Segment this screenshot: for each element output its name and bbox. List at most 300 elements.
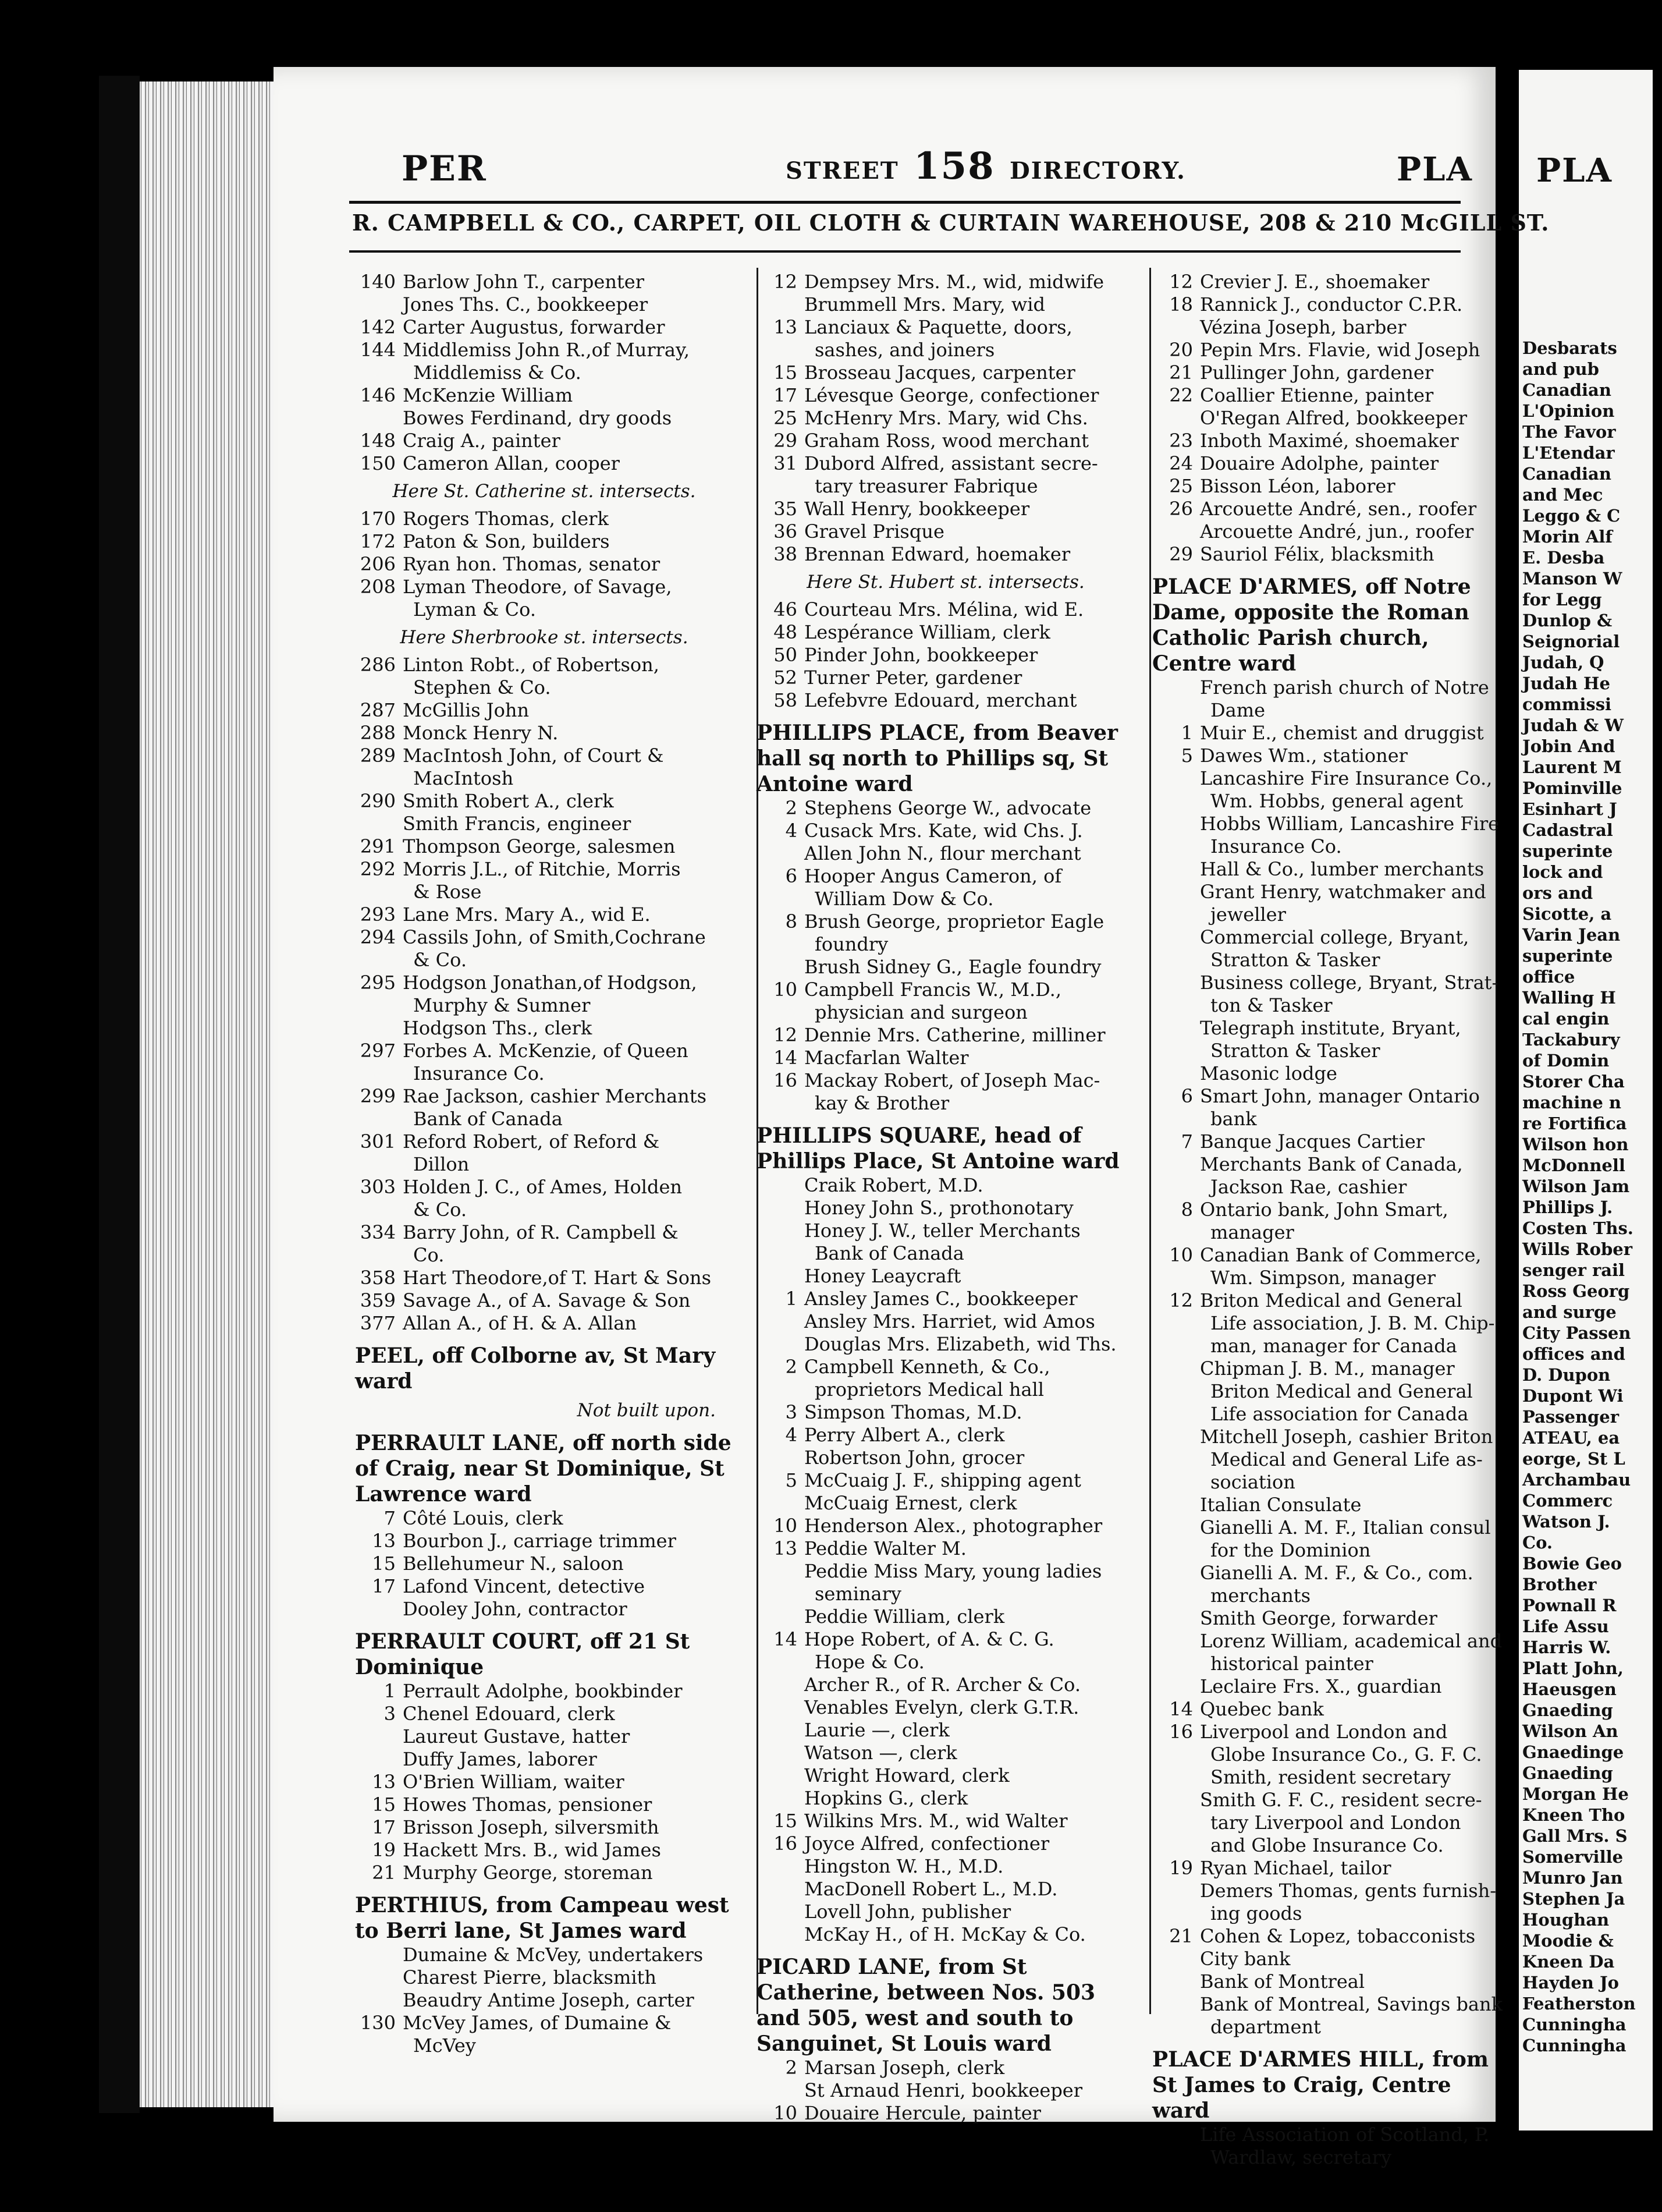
entry-text: Lanciaux & Paquette, doors,	[804, 316, 1073, 338]
directory-entry	[1152, 407, 1501, 430]
house-number: 146	[360, 384, 396, 406]
facing-page-column	[1522, 338, 1662, 2056]
entry-text: Demers Thomas, gents furnish-	[1200, 1880, 1497, 1902]
house-number: 48	[773, 621, 797, 643]
directory-entry	[1152, 2016, 1501, 2039]
directory-entry	[757, 520, 1135, 543]
directory-entry	[1152, 745, 1501, 767]
house-number: 13	[773, 1537, 797, 1559]
entry-text: Pinder John, bookkeeper	[804, 644, 1038, 666]
directory-entry	[757, 1923, 1135, 1946]
directory-entry	[1152, 1698, 1501, 1721]
house-number: 1	[1181, 722, 1193, 744]
directory-entry	[757, 1265, 1135, 1288]
entry-text: Inboth Maximé, shoemaker	[1200, 430, 1459, 452]
directory-entry	[355, 1108, 733, 1130]
directory-entry	[355, 1839, 733, 1862]
directory-entry	[757, 1515, 1135, 1537]
entry-text: Gravel Prisque	[804, 520, 944, 543]
entry-text: Graham Ross, wood merchant	[804, 430, 1089, 452]
house-number: 292	[360, 858, 396, 880]
house-number: 2	[785, 1356, 797, 1378]
directory-entry	[355, 1221, 733, 1244]
entry-text: Stratton & Tasker	[1210, 949, 1380, 971]
facing-page-entry: Jobin And	[1522, 736, 1615, 756]
house-number: 4	[785, 1424, 797, 1446]
house-number: 16	[773, 1069, 797, 1091]
entry-text: Thompson George, salesmen	[403, 835, 676, 857]
directory-entry	[355, 745, 733, 767]
facing-page-entry: Esinhart J	[1522, 799, 1617, 819]
directory-entry	[757, 1469, 1135, 1492]
facing-page-entry: Cunningha	[1522, 2036, 1627, 2055]
facing-page-entry: City Passen	[1522, 1323, 1631, 1343]
facing-page-entry: ors and	[1522, 883, 1593, 903]
facing-page-entry: Wilson hon	[1522, 1135, 1629, 1154]
entry-text: Cusack Mrs. Kate, wid Chs. J.	[804, 820, 1083, 842]
directory-entry	[355, 1680, 733, 1703]
entry-text: jeweller	[1210, 903, 1286, 926]
house-number: 290	[360, 790, 396, 812]
entry-text: Life Association of Scotland, P.	[1200, 2124, 1490, 2146]
directory-entry	[355, 1062, 733, 1085]
directory-entry	[1152, 1448, 1501, 1471]
directory-entry	[1152, 1108, 1501, 1130]
directory-entry	[355, 508, 733, 530]
entry-text: Wm. Hobbs, general agent	[1210, 790, 1464, 812]
directory-entry	[1152, 835, 1501, 858]
directory-entry	[1152, 1584, 1501, 1607]
street-heading: PHILLIPS PLACE, from Beaver hall sq north to Phillips sq, St Antoine ward	[757, 721, 1118, 796]
directory-entry	[1152, 1040, 1501, 1062]
directory-entry	[1152, 1743, 1501, 1766]
directory-entry	[1152, 722, 1501, 745]
directory-entry	[355, 553, 733, 576]
facing-page-entry: Ross Georg	[1522, 1281, 1630, 1301]
directory-entry	[757, 1560, 1135, 1583]
directory-entry	[355, 452, 733, 475]
directory-entry	[355, 1725, 733, 1748]
facing-page-entry: superinte	[1522, 946, 1613, 966]
directory-entry	[355, 1130, 733, 1153]
directory-entry	[757, 361, 1135, 384]
facing-page-entry: superinte	[1522, 841, 1613, 861]
facing-page-entry: Morin Alf	[1522, 527, 1613, 547]
entry-text: physician and surgeon	[815, 1001, 1028, 1023]
entry-text: Hope Robert, of A. & C. G.	[804, 1628, 1054, 1650]
entry-text: Wm. Simpson, manager	[1210, 1267, 1436, 1289]
directory-entry	[1152, 498, 1501, 520]
entry-text: MacIntosh	[413, 767, 514, 789]
entry-text: Insurance Co.	[1210, 835, 1342, 857]
directory-entry	[1152, 1153, 1501, 1176]
directory-entry	[757, 543, 1135, 566]
entry-text: MacIntosh John, of Court &	[403, 745, 664, 767]
entry-text: Bellehumeur N., saloon	[403, 1552, 624, 1575]
entry-text: Smith George, forwarder	[1200, 1607, 1437, 1629]
entry-text: Wright Howard, clerk	[804, 1764, 1010, 1786]
entry-text: manager	[1210, 1221, 1294, 1243]
directory-entry	[757, 1583, 1135, 1605]
facing-page-entry: Canadian	[1522, 380, 1611, 400]
directory-entry	[1152, 1721, 1501, 1743]
entry-text: McVey James, of Dumaine &	[403, 2012, 672, 2034]
facing-page-entry: Cadastral	[1522, 820, 1613, 840]
entry-text: Rannick J., conductor C.P.R.	[1200, 293, 1463, 316]
entry-text: Peddie Miss Mary, young ladies	[804, 1560, 1102, 1582]
directory-entry	[1152, 1857, 1501, 1880]
entry-text: Smart John, manager Ontario	[1200, 1085, 1480, 1107]
directory-entry	[757, 1742, 1135, 1764]
directory-entry	[1152, 1630, 1501, 1653]
entry-text: Gianelli A. M. F., & Co., com.	[1200, 1562, 1473, 1584]
entry-text: Bank of Montreal	[1200, 1970, 1365, 1993]
directory-entry	[757, 407, 1135, 430]
directory-entry	[757, 888, 1135, 910]
facing-page-entry: Archambau	[1522, 1470, 1631, 1490]
entry-text: Courteau Mrs. Mélina, wid E.	[804, 598, 1084, 621]
entry-text: Watson —, clerk	[804, 1742, 957, 1764]
house-number: 359	[360, 1289, 396, 1311]
house-number: 206	[360, 553, 396, 575]
directory-entry	[757, 1424, 1135, 1447]
facing-page-entry: Canadian	[1522, 464, 1611, 484]
facing-page-entry: Commerc	[1522, 1491, 1613, 1511]
directory-entry	[355, 2034, 733, 2057]
directory-entry	[355, 1748, 733, 1771]
entry-text: Hart Theodore,of T. Hart & Sons	[403, 1267, 712, 1289]
directory-entry	[355, 598, 733, 621]
entry-text: Ansley James C., bookkeeper	[804, 1288, 1078, 1310]
directory-entry	[757, 1242, 1135, 1265]
entry-text: Brush George, proprietor Eagle	[804, 910, 1105, 933]
house-number: 17	[773, 384, 797, 406]
entry-text: Bowes Ferdinand, dry goods	[403, 407, 672, 429]
entry-text: McCuaig J. F., shipping agent	[804, 1469, 1081, 1491]
directory-entry	[1152, 1221, 1501, 1244]
directory-entry	[757, 1401, 1135, 1424]
directory-entry	[757, 1719, 1135, 1742]
facing-page-entry: Passenger	[1522, 1407, 1620, 1427]
facing-page-entry: Costen Ths.	[1522, 1218, 1633, 1238]
entry-text: Vézina Joseph, barber	[1200, 316, 1407, 338]
directory-entry	[757, 979, 1135, 1001]
directory-entry	[1152, 1244, 1501, 1267]
facing-page-entry: Walling H	[1522, 988, 1616, 1008]
directory-entry	[1152, 452, 1501, 475]
entry-text: Howes Thomas, pensioner	[403, 1793, 652, 1816]
entry-text: Hobbs William, Lancashire Fire	[1200, 813, 1500, 835]
directory-entry	[1152, 1403, 1501, 1426]
facing-page-entry: commissi	[1522, 694, 1612, 714]
directory-entry	[1152, 1607, 1501, 1630]
entry-text: Chenel Edouard, clerk	[403, 1703, 615, 1725]
directory-entry	[757, 1447, 1135, 1469]
directory-entry	[355, 767, 733, 790]
facing-page-entry: L'Etendar	[1522, 443, 1615, 463]
directory-entry	[355, 316, 733, 339]
directory-entry	[757, 910, 1135, 933]
directory-entry	[757, 933, 1135, 956]
house-number: 21	[1169, 1925, 1193, 1947]
directory-entry	[757, 1047, 1135, 1069]
facing-page-entry: Hayden Jo	[1522, 1973, 1620, 1993]
entry-text: foundry	[815, 933, 889, 955]
facing-page-entry: Gnaedinge	[1522, 1742, 1624, 1762]
entry-text: Stephens George W., advocate	[804, 797, 1092, 819]
house-number: 144	[360, 339, 396, 361]
entry-text: Murphy & Sumner	[413, 994, 591, 1016]
directory-entry	[355, 676, 733, 699]
house-number: 294	[360, 926, 396, 948]
entry-text: Life association, J. B. M. Chip-	[1210, 1312, 1495, 1334]
house-number: 6	[785, 865, 797, 887]
house-number: 148	[360, 430, 396, 452]
house-number: 52	[773, 667, 797, 689]
directory-entry	[757, 1092, 1135, 1115]
directory-column-1	[355, 271, 733, 2057]
directory-entry	[757, 1378, 1135, 1401]
entry-text: Carter Augustus, forwarder	[403, 316, 665, 338]
house-number: 287	[360, 699, 396, 721]
house-number: 13	[372, 1771, 396, 1793]
directory-entry	[355, 1703, 733, 1725]
directory-entry	[355, 361, 733, 384]
house-number: 18	[1169, 293, 1193, 316]
entry-text: Allen John N., flour merchant	[804, 842, 1081, 864]
house-number: 3	[785, 1401, 797, 1423]
facing-page-entry: Gall Mrs. S	[1522, 1826, 1628, 1846]
entry-text: Beaudry Antime Joseph, carter	[403, 1989, 694, 2011]
house-number: 26	[1169, 498, 1193, 520]
house-number: 377	[360, 1312, 396, 1334]
intersection-note: Here Sherbrooke st. intersects.	[400, 627, 688, 648]
entry-text: man, manager for Canada	[1210, 1335, 1457, 1357]
street-heading: PLACE D'ARMES HILL, from St James to Craig, Centre ward	[1152, 2047, 1489, 2123]
directory-entry	[355, 926, 733, 949]
entry-text: Dawes Wm., stationer	[1200, 745, 1408, 767]
entry-text: Merchants Bank of Canada,	[1200, 1153, 1463, 1175]
entry-text: Monck Henry N.	[403, 722, 559, 744]
directory-entry	[1152, 1289, 1501, 1312]
facing-page-entry: Somerville	[1522, 1847, 1624, 1867]
entry-text: Simpson Thomas, M.D.	[804, 1401, 1022, 1423]
entry-text: Hope & Co.	[815, 1651, 925, 1673]
entry-text: Murphy George, storeman	[403, 1862, 653, 1884]
directory-entry	[1152, 858, 1501, 881]
house-number: 6	[1181, 1085, 1193, 1107]
page-header-right: PLA	[1397, 150, 1473, 189]
directory-entry	[1152, 1766, 1501, 1789]
entry-text: Dumaine & McVey, undertakers	[403, 1944, 704, 1966]
facing-page-entry: E. Desba	[1522, 548, 1605, 568]
facing-page-entry: Morgan He	[1522, 1784, 1629, 1804]
entry-text: Barlow John T., carpenter	[403, 271, 645, 293]
directory-entry	[1152, 926, 1501, 949]
entry-text: Bisson Léon, laborer	[1200, 475, 1395, 497]
directory-entry	[355, 1793, 733, 1816]
directory-entry	[1152, 1539, 1501, 1562]
house-number: 10	[773, 1515, 797, 1537]
directory-entry	[757, 452, 1135, 475]
facing-page-entry: Judah, Q	[1522, 653, 1604, 672]
entry-text: bank	[1210, 1108, 1257, 1130]
house-number: 13	[372, 1530, 396, 1552]
facing-page-entry: of Domin	[1522, 1051, 1610, 1070]
entry-text: McVey	[413, 2034, 476, 2057]
house-number: 299	[360, 1085, 396, 1107]
entry-text: Charest Pierre, blacksmith	[403, 1966, 657, 1988]
directory-entry	[355, 1598, 733, 1621]
facing-page-entry: Munro Jan	[1522, 1868, 1623, 1888]
directory-entry	[1152, 361, 1501, 384]
directory-entry	[1152, 1970, 1501, 1993]
facing-page-entry: Leggo & C	[1522, 506, 1621, 526]
entry-text: merchants	[1210, 1584, 1311, 1607]
directory-entry	[355, 271, 733, 293]
entry-text: Lyman Theodore, of Savage,	[403, 576, 672, 598]
directory-entry	[355, 949, 733, 972]
directory-entry	[355, 1244, 733, 1267]
directory-entry	[1152, 972, 1501, 994]
entry-text: Holden J. C., of Ames, Holden	[403, 1176, 683, 1198]
directory-entry	[1152, 1925, 1501, 1948]
directory-entry	[757, 1651, 1135, 1674]
entry-text: Bank of Montreal, Savings bank	[1200, 1993, 1503, 2015]
directory-entry	[355, 994, 733, 1017]
street-heading: PEEL, off Colborne av, St Mary ward	[355, 1343, 716, 1394]
entry-text: Canadian Bank of Commerce,	[1200, 1244, 1482, 1266]
house-number: 7	[383, 1507, 396, 1529]
entry-text: Hingston W. H., M.D.	[804, 1855, 1004, 1877]
house-number: 12	[1169, 1289, 1193, 1311]
facing-page-entry: Gnaeding	[1522, 1763, 1613, 1783]
directory-entry	[1152, 1516, 1501, 1539]
directory-entry	[1152, 339, 1501, 361]
directory-entry	[1152, 699, 1501, 722]
directory-entry	[757, 316, 1135, 339]
entry-text: Hooper Angus Cameron, of	[804, 865, 1062, 887]
house-number: 12	[1169, 271, 1193, 293]
entry-text: Ryan hon. Thomas, senator	[403, 553, 660, 575]
facing-page-entry: Judah & W	[1522, 715, 1624, 735]
directory-entry	[355, 339, 733, 361]
entry-text: Campbell Kenneth, & Co.,	[804, 1356, 1050, 1378]
directory-entry	[1152, 1494, 1501, 1516]
house-number: 2	[785, 797, 797, 819]
entry-text: & Rose	[413, 881, 482, 903]
entry-text: Lovell John, publisher	[804, 1901, 1011, 1923]
page-header-street: STREET	[786, 157, 899, 185]
entry-text: Smith G. F. C., resident secre-	[1200, 1789, 1482, 1811]
directory-entry	[757, 1878, 1135, 1901]
directory-entry	[757, 384, 1135, 407]
directory-entry	[355, 1530, 733, 1552]
entry-text: McKay H., of H. McKay & Co.	[804, 1923, 1086, 1945]
street-heading: PHILLIPS SQUARE, head of Phillips Place, St Antoine ward	[757, 1123, 1120, 1174]
facing-page-entry: Cunningha	[1522, 2015, 1627, 2034]
directory-entry	[1152, 1789, 1501, 1812]
directory-entry	[757, 667, 1135, 689]
column-divider-2	[1149, 268, 1151, 2014]
house-number: 58	[773, 689, 797, 711]
directory-entry	[1152, 1902, 1501, 1925]
entry-text: Lefebvre Edouard, merchant	[804, 689, 1077, 711]
entry-text: Douaire Adolphe, painter	[1200, 452, 1439, 474]
entry-text: Hall & Co., lumber merchants	[1200, 858, 1485, 880]
entry-text: McKenzie William	[403, 384, 573, 406]
entry-text: Sauriol Félix, blacksmith	[1200, 543, 1434, 565]
facing-page-entry: Featherston	[1522, 1994, 1636, 2014]
intersection-note: Not built upon.	[577, 1400, 716, 1421]
entry-text: French parish church of Notre	[1200, 676, 1489, 699]
facing-page-entry: Bowie Geo	[1522, 1554, 1622, 1573]
entry-text: Commercial college, Bryant,	[1200, 926, 1469, 948]
directory-entry	[1152, 767, 1501, 790]
entry-text: Dubord Alfred, assistant secre-	[804, 452, 1098, 474]
entry-text: Gianelli A. M. F., Italian consul	[1200, 1516, 1491, 1539]
entry-text: Masonic lodge	[1200, 1062, 1337, 1084]
directory-entry	[757, 689, 1135, 712]
directory-entry	[757, 2057, 1135, 2079]
facing-page-entry: McDonnell	[1522, 1155, 1625, 1175]
directory-entry	[355, 407, 733, 430]
directory-entry	[757, 842, 1135, 865]
house-number: 150	[360, 452, 396, 474]
house-number: 295	[360, 972, 396, 994]
house-number: 14	[773, 1628, 797, 1650]
entry-text: Morris J.L., of Ritchie, Morris	[403, 858, 681, 880]
entry-text: Mackay Robert, of Joseph Mac-	[804, 1069, 1100, 1091]
entry-text: Briton Medical and General	[1200, 1289, 1462, 1311]
street-heading: PLACE D'ARMES, off Notre Dame, opposite the Roman Catholic Parish church, Centre ward	[1152, 575, 1471, 676]
entry-text: MacDonell Robert L., M.D.	[804, 1878, 1058, 1900]
entry-text: Ansley Mrs. Harriet, wid Amos	[804, 1310, 1095, 1332]
directory-entry	[1152, 1380, 1501, 1403]
entry-text: for the Dominion	[1210, 1539, 1371, 1561]
facing-page-entry: for Legg	[1522, 590, 1602, 609]
directory-entry	[355, 1017, 733, 1040]
entry-text: Pepin Mrs. Flavie, wid Joseph	[1200, 339, 1480, 361]
house-number: 25	[773, 407, 797, 429]
entry-text: Coallier Etienne, painter	[1200, 384, 1434, 406]
directory-entry	[1152, 1471, 1501, 1494]
entry-text: Italian Consulate	[1200, 1494, 1362, 1516]
facing-page-entry: office	[1522, 967, 1575, 987]
directory-entry	[1152, 1993, 1501, 2016]
directory-entry	[757, 1220, 1135, 1242]
entry-text: Reford Robert, of Reford &	[403, 1130, 660, 1153]
directory-entry	[355, 1816, 733, 1839]
entry-text: Hackett Mrs. B., wid James	[403, 1839, 661, 1861]
entry-text: William Dow & Co.	[815, 888, 994, 910]
street-heading: PERTHIUS, from Campeau west to Berri lane, St James ward	[355, 1893, 729, 1943]
house-number: 29	[1169, 543, 1193, 565]
house-number: 31	[773, 452, 797, 474]
facing-page-entry: Manson W	[1522, 569, 1622, 589]
directory-entry	[1152, 1062, 1501, 1085]
entry-text: Brummell Mrs. Mary, wid	[804, 293, 1045, 316]
directory-entry	[355, 1507, 733, 1530]
entry-text: Mitchell Joseph, cashier Briton	[1200, 1426, 1493, 1448]
facing-page-entry: re Fortifica	[1522, 1114, 1627, 1133]
facing-page-entry: and pub	[1522, 359, 1599, 379]
entry-text: Turner Peter, gardener	[804, 667, 1022, 689]
facing-page-entry: Gnaeding	[1522, 1700, 1613, 1720]
house-number: 10	[1169, 1244, 1193, 1266]
facing-page-entry: Houghan	[1522, 1910, 1610, 1930]
entry-text: Duffy James, laborer	[403, 1748, 597, 1770]
